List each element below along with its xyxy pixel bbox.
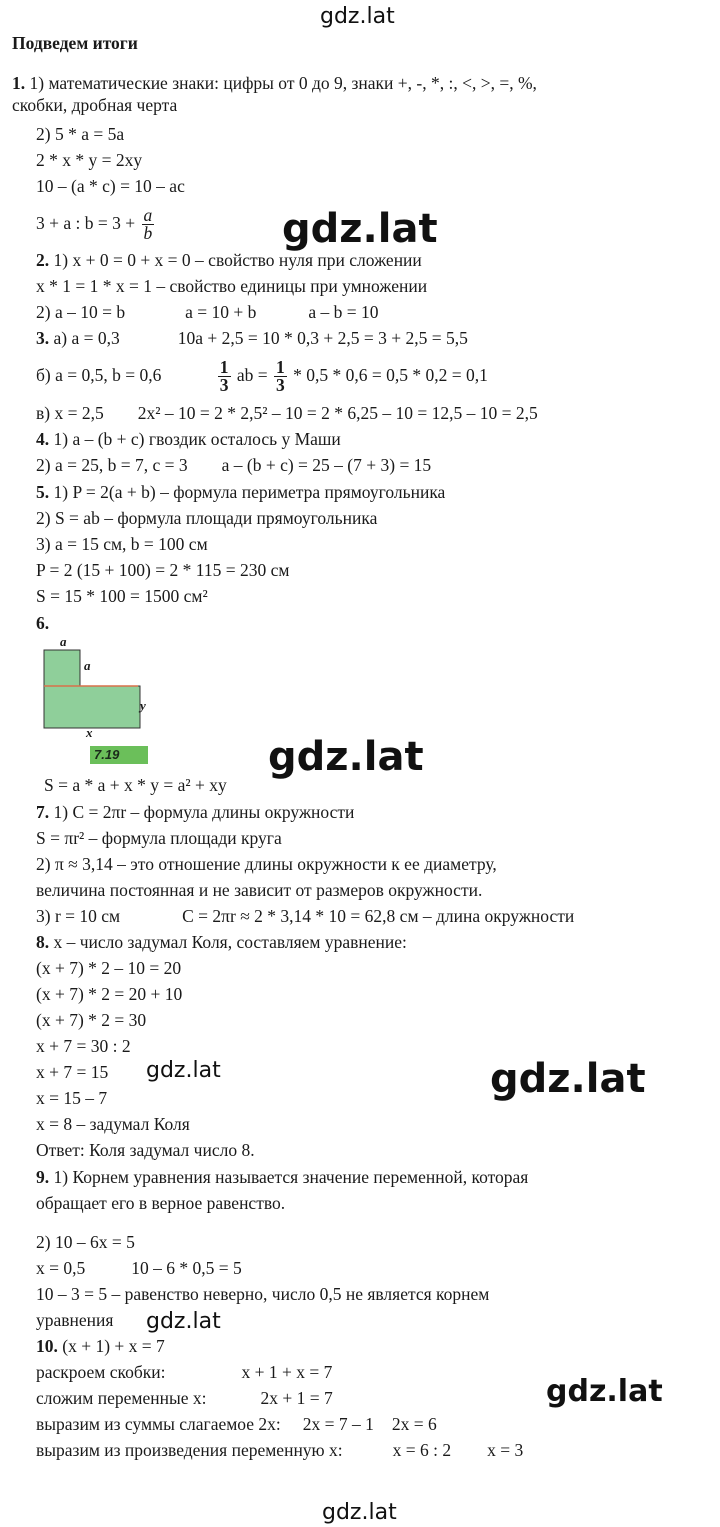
text-line: 4. 1) a – (b + c) гвоздик осталось у Маши [36,429,341,449]
text-line: 8. x – число задумал Коля, составляем уравнение: [36,932,407,952]
text-line: S = a * a + x * y = a² + xy [44,775,227,795]
text-line: S = 15 * 100 = 1500 см² [36,586,208,606]
text-line: б) a = 0,5, b = 0,6 $\frac{1}{3}$ ab = $\frac{1}{3}$ * 0,5 * 0,6 = 0,5 * 0,2 = 0,1 [36,357,488,396]
text-line: сложим переменные x: 2x + 1 = 7 [36,1388,333,1408]
text-line: величина постоянная и не зависит от размеров окружности. [36,880,483,900]
figure-shape [38,636,150,766]
figure-tag: 7.19 [90,746,148,764]
text-line: обращает его в верное равенство. [36,1193,286,1213]
text-line: раскроем скобки: x + 1 + x = 7 [36,1362,333,1382]
text-line: 2. 1) x + 0 = 0 + x = 0 – свойство нуля при сложении [36,250,422,270]
text-line: 6. [36,613,50,633]
text-line: 1. 1) математические знаки: цифры от 0 до 9, знаки +, -, *, :, <, >, =, %, [12,73,537,93]
text-line: S = πr² – формула площади круга [36,828,282,848]
text-line: x + 7 = 15 [36,1062,109,1082]
l-shape-figure [38,636,150,744]
text-line: 5. 1) P = 2(a + b) – формула периметра прямоугольника [36,482,446,502]
watermark: gdz.lat [282,206,438,252]
text-line: x = 0,5 10 – 6 * 0,5 = 5 [36,1258,242,1278]
figure-label-a: a [60,634,67,649]
watermark: gdz.lat [146,1309,221,1334]
text-line: 3. а) a = 0,3 10a + 2,5 = 10 * 0,3 + 2,5 = 3 + 2,5 = 5,5 [36,328,468,348]
text-line: 10 – 3 = 5 – равенство неверно, число 0,5 не является корнем [36,1284,490,1304]
text-line: 9. 1) Корнем уравнения называется значение переменной, которая [36,1167,529,1187]
figure-label-x: x [86,725,93,740]
text-line: 10. (x + 1) + x = 7 [36,1336,165,1356]
watermark-top: gdz.lat [320,4,395,29]
text-line: (x + 7) * 2 = 30 [36,1010,147,1030]
text-line: 3) r = 10 см C = 2πr ≈ 2 * 3,14 * 10 = 62,8 см – длина окружности [36,906,575,926]
text-line: x + 7 = 30 : 2 [36,1036,131,1056]
text-line: скобки, дробная черта [12,95,178,115]
text-line: 2) a = 25, b = 7, c = 3 a – (b + c) = 25 – (7 + 3) = 15 [36,455,432,475]
text-line: 10 – (a * c) = 10 – ac [36,176,185,196]
figure-label-a: a [84,658,91,673]
watermark: gdz.lat [490,1056,646,1102]
watermark: gdz.lat [546,1374,663,1409]
text-line: P = 2 (15 + 100) = 2 * 115 = 230 см [36,560,290,580]
text-line: 3) a = 15 см, b = 100 см [36,534,208,554]
fraction: $\frac{a}{b}$ [143,205,153,244]
text-line: 3 + a : b = 3 + $\frac{a}{b}$ [36,205,153,244]
watermark: gdz.lat [146,1058,221,1083]
text-line: (x + 7) * 2 = 20 + 10 [36,984,183,1004]
text-line: 2 * x * y = 2xy [36,150,143,170]
text-line: 2) 5 * a = 5a [36,124,125,144]
text-line: 2) 10 – 6x = 5 [36,1232,135,1252]
text-line: x * 1 = 1 * x = 1 – свойство единицы при умножении [36,276,428,296]
text-line: 2) a – 10 = b a = 10 + b a – b = 10 [36,302,379,322]
fraction: $\frac{1}{3}$ [219,357,229,396]
watermark: gdz.lat [268,734,424,780]
text-line: (x + 7) * 2 – 10 = 20 [36,958,182,978]
text-line: x = 8 – задумал Коля [36,1114,190,1134]
text-line: 2) π ≈ 3,14 – это отношение длины окружности к ее диаметру, [36,854,497,874]
fraction: $\frac{1}{3}$ [276,357,285,396]
text-line: Ответ: Коля задумал число 8. [36,1140,255,1160]
text-line: 2) S = ab – формула площади прямоугольника [36,508,378,528]
watermark-bottom: gdz.lat [322,1500,397,1525]
text-line: выразим из суммы слагаемое 2x: 2x = 7 – 1 2x = 6 [36,1414,437,1434]
figure-label-y: y [140,698,146,713]
text-line: 7. 1) C = 2πr – формула длины окружности [36,802,355,822]
text-line: x = 15 – 7 [36,1088,108,1108]
page-title: Подведем итоги [12,33,138,53]
text-line: уравнения [36,1310,114,1330]
text-line: выразим из произведения переменную x: x = 6 : 2 x = 3 [36,1440,524,1460]
text-line: в) x = 2,5 2x² – 10 = 2 * 2,5² – 10 = 2 * 6,25 – 10 = 12,5 – 10 = 2,5 [36,403,538,423]
